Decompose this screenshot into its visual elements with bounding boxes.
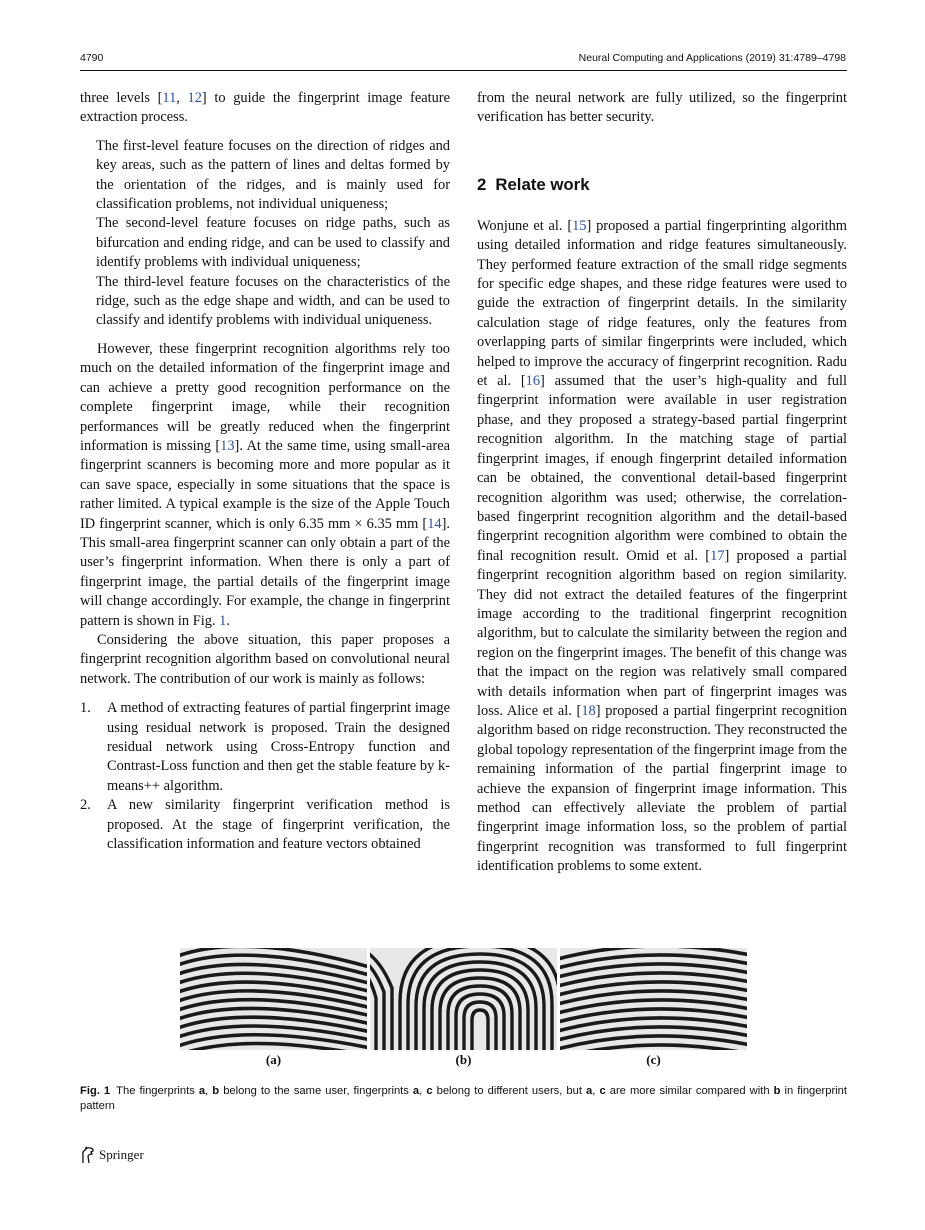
publisher-footer (80, 1146, 144, 1164)
text-run: ] assumed that the user’s high-quality and full fingerprint information were available in user registration phase, and they proposed a strategy-based partial fingerprint recognition algorithm. In the matching stage of partial fingerprint images, if enough fingerprint detailed information can be obtained, the conventional detail-based fingerprint recognition algorithm was used; otherwise, the correlation-based fingerprint recognition algorithm and the detail-based fingerprint recognition algorithm were combined to obtain the final recognition result. Omid et al. [ (477, 373, 847, 564)
list-number: 2. (80, 797, 91, 814)
caption-bold: c (426, 1085, 433, 1097)
feature-level-2: The second-level feature focuses on ridge paths, such as bifurcation and ending ridge, and can be used to classify and identify problems with individual uniqueness; (96, 215, 450, 271)
list-number: 1. (80, 700, 91, 717)
journal-citation: Neural Computing and Applications (2019) 31:4789–4798 (578, 52, 846, 64)
publisher-name: Springer (99, 1147, 144, 1162)
text-run: . (226, 612, 230, 629)
text-run: , (176, 90, 188, 106)
text-run: ]. At the same time, using small-area fingerprint scanners is becoming more and more popular as it can save space, especially in some situations that the space is rather limited. A typical example is the size of the Apple Touch ID fingerprint scanner, which is only 6.35 mm × 6.35 mm [ (80, 437, 450, 532)
figure-1 (180, 948, 747, 1068)
citation-link[interactable]: 14 (427, 515, 442, 532)
caption-bold: b (212, 1085, 220, 1097)
text-run: ]. This small-area fingerprint scanner can only obtain a part of the user’s fingerprint information. When there is only a part of fingerprint image, the partial details of the fingerprint image will change accordingly. For example, the change in fingerprint pattern is shown in Fig. (80, 515, 450, 629)
paragraph-however (80, 340, 450, 631)
text-run: Wonjune et al. [ (477, 217, 573, 234)
caption-bold: c (599, 1085, 606, 1097)
continuation-text: from the neural network are fully utilized, so the fingerprint verification has better security. (477, 90, 847, 126)
citation-link[interactable]: 17 (710, 547, 725, 564)
text-run: , (592, 1085, 600, 1097)
text-run: However, these fingerprint recognition algorithms rely too much on the detailed information of the fingerprint image and can achieve a pretty good recognition performance on the complete fingerprint image, while their recognition performances will be greatly reduced when the fingerprint information is missing [ (80, 340, 450, 454)
paragraph-considering: Considering the above situation, this paper proposes a fingerprint recognition algorithm based on convolutional neural network. The contribution of our work is mainly as follows: (80, 631, 450, 687)
feature-level-3: The third-level feature focuses on the characteristics of the ridge, such as the edge shape and width, and can be used to classify and identify problems with individual uniqueness. (96, 273, 450, 329)
caption-bold: a (586, 1085, 593, 1097)
caption-bold: a (198, 1085, 206, 1097)
fingerprint-image-a (180, 948, 367, 1050)
citation-link[interactable]: 12 (187, 90, 202, 106)
figure-caption (80, 1084, 847, 1114)
caption-bold: b (773, 1085, 781, 1097)
subfigure-label-a: (a) (265, 1052, 282, 1067)
text-run: The fingerprints (116, 1085, 199, 1097)
fingerprint-image-c (560, 948, 747, 1050)
list-text: A method of extracting features of partial fingerprint image using residual network is proposed. Train the designed residual network using Cross-Entropy function and Contrast-Loss function and then get the stable feature by k-means++ algorithm. (107, 700, 450, 794)
list-item (80, 796, 450, 854)
figure-link[interactable]: 1 (219, 612, 227, 629)
text-run: , (419, 1085, 427, 1097)
caption-label: Fig. 1 (80, 1085, 111, 1097)
list-text: A new similarity fingerprint verification method is proposed. At the stage of fingerprint verification, the classification information and feature vectors obtained (107, 797, 450, 853)
citation-link[interactable]: 15 (572, 217, 587, 234)
text-run: belong to the same user, fingerprints (219, 1085, 413, 1097)
fingerprint-ridges-b (370, 948, 557, 1050)
feature-levels-list (96, 137, 450, 331)
fingerprint-ridges-c (560, 948, 747, 1050)
citation-link[interactable]: 16 (525, 373, 541, 390)
caption-bold: a (412, 1085, 420, 1097)
text-run: belong to different users, but (432, 1085, 587, 1097)
contributions-list (80, 699, 450, 854)
text-run: ] proposed a partial fingerprinting algorithm using detailed information and ridge features simultaneously. They performed feature extraction of the small ridge segments for specific edge shapes, and these ridge features were used to guide the extraction of fingerprint details. In the similarity calculation stage of ridge features, only the features from overlapping parts of similar fingerprints were included, which helped to improve the accuracy of fingerprint recognition. Radu et al. [ (477, 217, 847, 390)
section-heading (477, 175, 847, 195)
text-run: are more similar compared with (605, 1085, 774, 1097)
subfigure-label-b: (b) (455, 1052, 472, 1067)
citation-link[interactable]: 13 (220, 437, 235, 454)
list-item (80, 699, 450, 796)
page-number: 4790 (80, 52, 104, 64)
text-run: three levels [ (80, 90, 163, 106)
text-run: ] proposed a partial fingerprint recognition algorithm based on region similarity. They did not extract the detailed features of the fingerprint image according to the traditional fingerprint recognition algorithm, but to calculate the similarity between the region and region on the fingerprint images. The benefit of this change was that the impact on the region was relatively small compared with details information when part of fingerprint images was loss. Alice et al. [ (477, 547, 847, 719)
section-number: 2 (477, 174, 487, 194)
text-run: in fingerprint pattern (80, 1085, 847, 1112)
section-title: Relate work (495, 174, 590, 194)
text-run: ] proposed a partial fingerprint recognition algorithm based on ridge reconstruction. They reconstructed the global topology representation of the fingerprint image from the remaining information of the partial fingerprint image to achieve the expansion of fingerprint image information. This method can effectively alleviate the problem of partial fingerprint image information loss, so the problem of partial fingerprint recognition was transformed to full fingerprint identification problems to some extent. (477, 702, 847, 875)
text-run: , (205, 1085, 213, 1097)
subfigure-label-c: (c) (646, 1052, 661, 1067)
springer-horse-icon (80, 1146, 96, 1164)
header-rule (80, 70, 847, 71)
feature-level-1: The first-level feature focuses on the direction of ridges and key areas, such as the pattern of lines and deltas formed by the orientation of the ridges, and is mainly used for classification problems, not individual uniqueness; (96, 137, 450, 213)
intro-fragment (80, 89, 450, 128)
citation-link[interactable]: 18 (581, 702, 596, 719)
citation-link[interactable]: 11 (162, 90, 177, 106)
text-run: ] to guide the fingerprint image feature extraction process. (80, 90, 450, 126)
fingerprint-ridges-a (180, 948, 367, 1050)
left-column (80, 89, 450, 854)
paragraph-related-work (477, 217, 847, 877)
fingerprint-image-b (370, 948, 557, 1050)
right-column (477, 89, 847, 877)
